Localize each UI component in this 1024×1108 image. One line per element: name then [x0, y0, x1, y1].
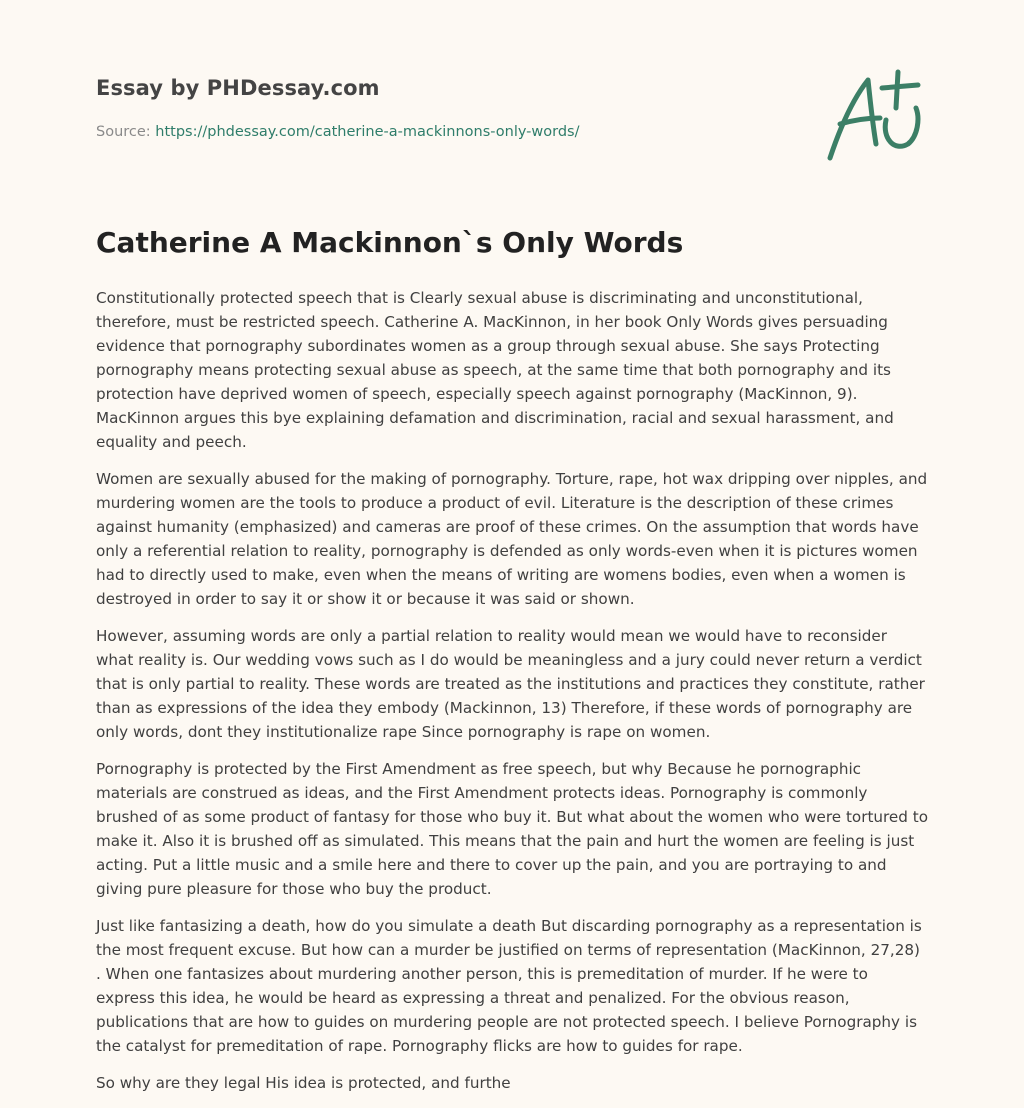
essay-title: Catherine A Mackinnon`s Only Words	[96, 226, 684, 259]
essay-paragraph: Women are sexually abused for the making of pornography. Torture, rape, hot wax dripping over nipples, and murdering women are the tools to produce a product of evil. Literature is the description of these crimes against humanity (emphasized) and cameras are proof of these crimes. On the assumption that words have only a referential relation to reality, pornography is defended as only words-even when it is pictures women had to directly used to make, even when the means of writing are womens bodies, even when a women is destroyed in order to say it or show it or because it was said or shown.	[96, 470, 928, 608]
brand-heading: Essay by PHDessay.com	[96, 76, 380, 100]
essay-paragraph: Constitutionally protected speech that is Clearly sexual abuse is discriminating and unconstitutional, therefore, must be restricted speech. Catherine A. MacKinnon, in her book Only Words gives persuading evidence that pornography subordinates women as a group through sexual abuse. She says Protecting pornography means protecting sexual abuse as speech, at the same time that both pornography and its protection have deprived women of speech, especially speech against pornography (MacKinnon, 9). MacKinnon argues this bye explaining defamation and discrimination, racial and sexual harassment, and equality and peech.	[96, 289, 894, 451]
essay-body	[96, 286, 928, 1108]
essay-paragraph: Just like fantasizing a death, how do you simulate a death But discarding pornography as a representation is the most frequent excuse. But how can a murder be justified on terms of representation (MacKinnon, 27,28) . When one fantasizes about murdering another person, this is premeditation of murder. If he were to express this idea, he would be heard as expressing a threat and penalized. For the obvious reason, publications that are how to guides on murdering people are not protected speech. I believe Pornography is the catalyst for premeditation of rape. Pornography flicks are how to guides for rape.	[96, 917, 922, 1055]
source-label: Source:	[96, 124, 151, 140]
a-plus-logo-icon	[822, 68, 930, 164]
source-line	[96, 124, 580, 140]
essay-paragraph: So why are they legal His idea is protected, and furthe	[96, 1074, 511, 1092]
essay-paragraph: However, assuming words are only a partial relation to reality would mean we would have to reconsider what reality is. Our wedding vows such as I do would be meaningless and a jury could never return a verdict that is only partial to reality. These words are treated as the institutions and practices they constitute, rather than as expressions of the idea they embody (Mackinnon, 13) Therefore, if these words of pornography are only words, dont they institutionalize rape Since pornography is rape on women.	[96, 627, 925, 741]
essay-paragraph: Pornography is protected by the First Amendment as free speech, but why Because he pornographic materials are construed as ideas, and the First Amendment protects ideas. Pornography is commonly brushed of as some product of fantasy for those who buy it. But what about the women who were tortured to make it. Also it is brushed off as simulated. This means that the pain and hurt the women are feeling is just acting. Put a little music and a smile here and there to cover up the pain, and you are portraying to and giving pure pleasure for those who buy the product.	[96, 760, 928, 898]
source-link[interactable]: https://phdessay.com/catherine-a-mackinnons-only-words/	[155, 124, 580, 140]
